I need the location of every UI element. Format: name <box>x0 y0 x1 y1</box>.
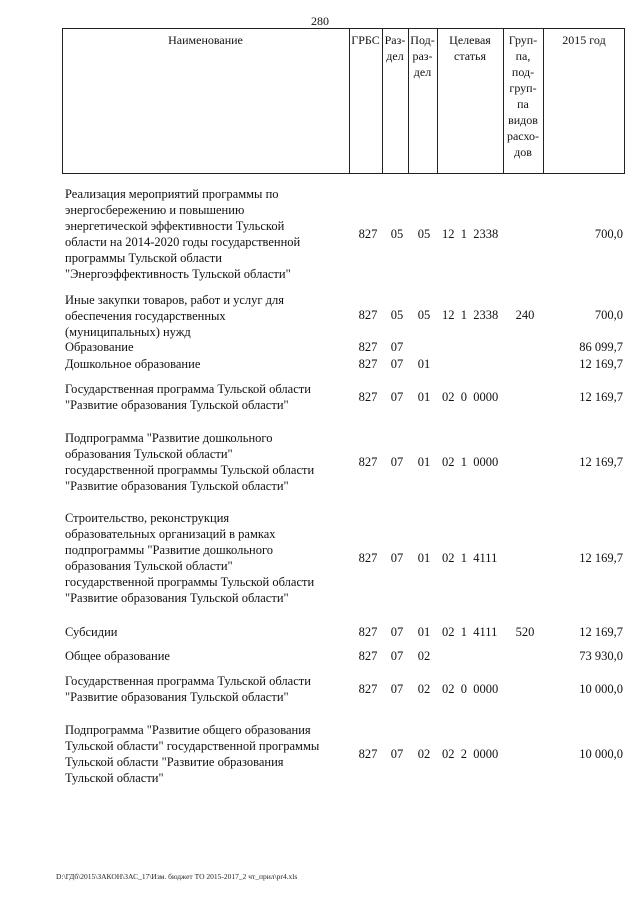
row-target: 02 1 0000 <box>442 455 499 469</box>
row-podrazdel: 01 <box>417 625 431 639</box>
row-amount: 12 169,7 <box>579 625 623 639</box>
row-razdel: 07 <box>390 682 404 696</box>
row-amount: 12 169,7 <box>579 357 623 371</box>
row-name: Реализация мероприятий программы по энергосбережению и повышению энергетической эффективности Тульской области на 2014-2020 годы государственной программы Тульской области "Энергоэффективность Тульской области" <box>65 187 301 281</box>
row-grbs: 827 <box>358 340 378 354</box>
row-name: Подпрограмма "Развитие дошкольного образования Тульской области" государственной программы Тульской области "Развитие образования Тульской области" <box>65 431 315 493</box>
row-name: Субсидии <box>65 625 118 639</box>
row-razdel: 05 <box>390 308 404 322</box>
row-name: Иные закупки товаров, работ и услуг для обеспечения государственных (муниципальных) нужд <box>65 293 285 339</box>
row-podrazdel: 02 <box>417 682 431 696</box>
row-grbs: 827 <box>358 227 378 241</box>
page-number: 280 <box>311 14 329 28</box>
row-group: 520 <box>515 625 535 639</box>
header-podrazdel: Под- раз- дел <box>410 33 435 79</box>
row-name: Государственная программа Тульской области "Развитие образования Тульской области" <box>65 382 311 412</box>
row-target: 12 1 2338 <box>442 308 499 322</box>
row-razdel: 07 <box>390 357 404 371</box>
row-name: Образование <box>65 340 134 354</box>
row-grbs: 827 <box>358 551 378 565</box>
row-amount: 700,0 <box>594 227 623 241</box>
row-amount: 10 000,0 <box>579 682 623 696</box>
row-amount: 73 930,0 <box>579 649 623 663</box>
row-target: 12 1 2338 <box>442 227 499 241</box>
row-amount: 12 169,7 <box>579 455 623 469</box>
row-name: Государственная программа Тульской области "Развитие образования Тульской области" <box>65 674 311 704</box>
row-name: Строительство, реконструкция образовательных организаций в рамках подпрограммы "Развитие дошкольного образования Тульской области" государственной программы Тульской области "Развитие образования Тульской области" <box>65 511 315 605</box>
row-podrazdel: 02 <box>417 747 431 761</box>
row-podrazdel: 02 <box>417 649 431 663</box>
row-razdel: 07 <box>390 340 404 354</box>
row-grbs: 827 <box>358 649 378 663</box>
row-amount: 12 169,7 <box>579 390 623 404</box>
header-target: Целевая статья <box>449 33 491 63</box>
row-amount: 86 099,7 <box>579 340 623 354</box>
row-amount: 10 000,0 <box>579 747 623 761</box>
header-year: 2015 год <box>562 33 606 47</box>
row-grbs: 827 <box>358 682 378 696</box>
row-podrazdel: 01 <box>417 455 431 469</box>
row-podrazdel: 01 <box>417 551 431 565</box>
row-grbs: 827 <box>358 455 378 469</box>
column-divider <box>349 28 350 174</box>
row-razdel: 07 <box>390 551 404 565</box>
row-podrazdel: 05 <box>417 308 431 322</box>
row-razdel: 05 <box>390 227 404 241</box>
row-grbs: 827 <box>358 357 378 371</box>
row-target: 02 1 4111 <box>442 625 498 639</box>
header-grbs: ГРБС <box>351 33 380 47</box>
file-path-footer: D:\ГДб\2015\ЗАКОН\ЗАС_17\Изм. бюджет ТО 2015-2017_2 чт_прил\pr4.xls <box>56 872 298 881</box>
row-target: 02 0 0000 <box>442 390 499 404</box>
row-target: 02 1 4111 <box>442 551 498 565</box>
header-razdel: Раз- дел <box>384 33 406 63</box>
row-name: Общее образование <box>65 649 170 663</box>
column-divider <box>543 28 544 174</box>
row-razdel: 07 <box>390 455 404 469</box>
row-grbs: 827 <box>358 747 378 761</box>
row-grbs: 827 <box>358 308 378 322</box>
row-group: 240 <box>515 308 535 322</box>
row-target: 02 2 0000 <box>442 747 499 761</box>
header-group: Груп- па, под- груп- па видов расхо- дов <box>506 33 540 159</box>
row-razdel: 07 <box>390 625 404 639</box>
row-target: 02 0 0000 <box>442 682 499 696</box>
row-razdel: 07 <box>390 390 404 404</box>
row-razdel: 07 <box>390 649 404 663</box>
row-grbs: 827 <box>358 625 378 639</box>
row-amount: 12 169,7 <box>579 551 623 565</box>
row-podrazdel: 05 <box>417 227 431 241</box>
row-amount: 700,0 <box>594 308 623 322</box>
row-name: Дошкольное образование <box>65 357 201 371</box>
row-grbs: 827 <box>358 390 378 404</box>
row-razdel: 07 <box>390 747 404 761</box>
row-podrazdel: 01 <box>417 390 431 404</box>
header-name: Наименование <box>168 33 243 47</box>
row-podrazdel: 01 <box>417 357 431 371</box>
row-name: Подпрограмма "Развитие общего образования Тульской области" государственной программы Тульской области "Развитие образования Тульской области" <box>65 723 320 785</box>
